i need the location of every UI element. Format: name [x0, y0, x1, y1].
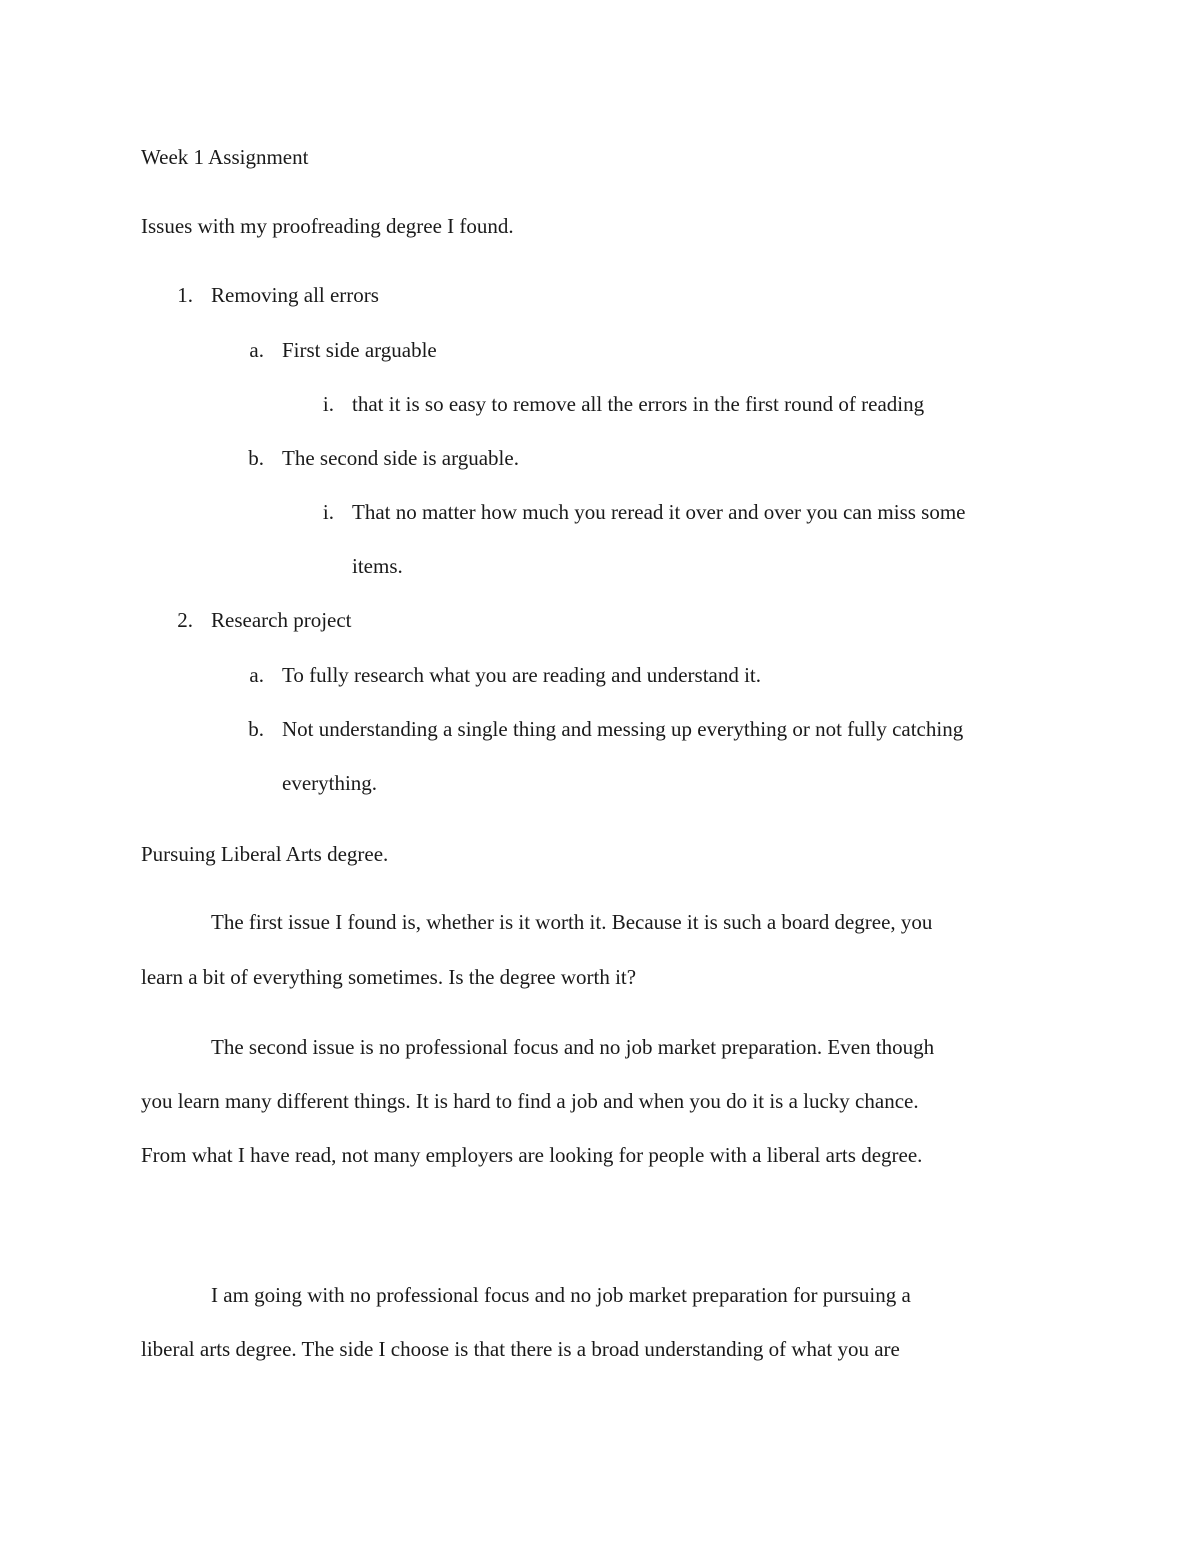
list-marker: i. [322, 392, 334, 416]
list-item-text: that it is so easy to remove all the errors in the first round of reading [352, 392, 925, 416]
document-title: Week 1 Assignment [141, 145, 309, 169]
list-marker: b. [248, 717, 264, 741]
list-marker: 1. [177, 283, 193, 307]
paragraph-line: The second issue is no professional focus and no job market preparation. Even though [211, 1035, 935, 1059]
list-item-text: The second side is arguable. [282, 446, 519, 470]
list-marker: 2. [177, 608, 193, 632]
section-heading: Pursuing Liberal Arts degree. [141, 842, 389, 866]
list-marker: a. [249, 663, 264, 687]
intro-line: Issues with my proofreading degree I found. [141, 214, 514, 238]
list-item-text: To fully research what you are reading and understand it. [282, 663, 762, 687]
list-item-text: Research project [211, 608, 352, 632]
list-item-text: Not understanding a single thing and messing up everything or not fully catching [282, 717, 964, 741]
list-item-text: That no matter how much you reread it over and over you can miss some [352, 500, 966, 524]
paragraph-line: you learn many different things. It is hard to find a job and when you do it is a lucky chance. [141, 1089, 919, 1113]
paragraph-line: From what I have read, not many employers are looking for people with a liberal arts degree. [141, 1143, 923, 1167]
list-item-text-continued: everything. [282, 771, 378, 795]
paragraph-line: I am going with no professional focus and no job market preparation for pursuing a [211, 1283, 911, 1307]
list-marker: a. [249, 338, 264, 362]
list-marker: i. [322, 500, 334, 524]
list-item-text-continued: items. [352, 554, 403, 578]
paragraph-line: learn a bit of everything sometimes. Is the degree worth it? [141, 965, 637, 989]
paragraph-line: liberal arts degree. The side I choose is that there is a broad understanding of what you are [141, 1337, 900, 1361]
paragraph-line: The first issue I found is, whether is it worth it. Because it is such a board degree, you [211, 910, 933, 934]
list-item-text: First side arguable [282, 338, 437, 362]
list-marker: b. [248, 446, 264, 470]
list-item-text: Removing all errors [211, 283, 379, 307]
